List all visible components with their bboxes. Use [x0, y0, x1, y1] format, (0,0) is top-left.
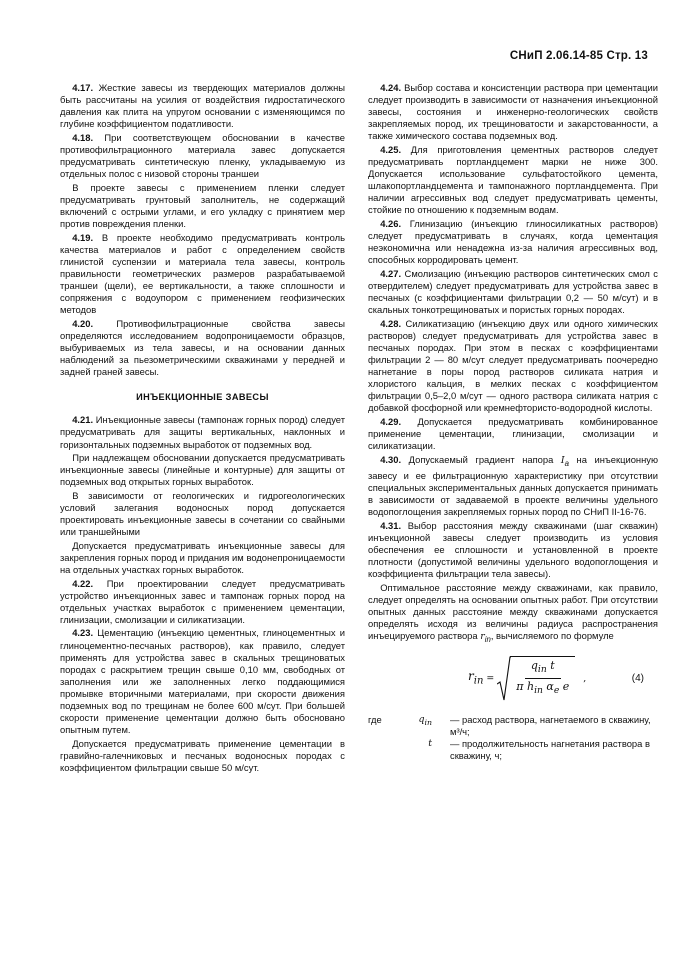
section-heading: ИНЪЕКЦИОННЫЕ ЗАВЕСЫ: [136, 392, 269, 403]
clause-number: 4.29.: [380, 416, 402, 428]
clause-number: 4.21.: [72, 414, 94, 426]
left-column: [60, 82, 345, 776]
gradient-symbol: I: [560, 454, 565, 466]
clause-number: 4.17.: [72, 82, 94, 93]
paragraph-4-21-d: Допускается предусматривать инъекционные завесы для закрепления горных пород и придания им водонепроницаемости на отдельных участках горных выработок.: [60, 539, 345, 575]
clause-number: 4.20.: [72, 317, 94, 329]
clause-number: 4.19.: [72, 231, 94, 243]
clause-number: 4.27.: [380, 267, 402, 279]
paragraph-4-28: [368, 318, 658, 415]
legend-symbol: t: [428, 737, 432, 749]
legend-description: — продолжительность нагнетания раствора в скважину, ч;: [450, 737, 650, 761]
clause-text: В проекте необходимо предусматривать контроль качества материалов и работ с определением свойств глинистой суспензии и материала тела завесы, контроль правильности геометрических размеров разрабатываемой траншеи (щели), ее вертикальности, а также сплошности и сопряжения с водоупором с применением геофизических методов: [60, 231, 345, 316]
paragraph-4-24: [368, 82, 658, 142]
paragraph-4-30: 4.30. Допускаемый градиент напора $I_a$ на инъекционную завесу и ее фильтрационную характеристику при отсутствии специальных экспериментальных данных допускается принимать в зависимости от задаваемой в проекте величины удельного водопоглощения закрепляемых горных пород по СНиП II-16-76.: [368, 453, 658, 518]
equals-sign: =: [486, 672, 495, 684]
symbol-legend: [368, 714, 658, 762]
radical-sign-icon: [497, 656, 511, 702]
paragraph-4-21-c: В зависимости от геологических и гидрогеологических условий залегания водоносных пород допускается проектировать инъекционные завесы в сочетании со свайными или траншейными: [60, 489, 345, 538]
clause-text: Силикатизацию (инъекцию двух или одного химических растворов) следует предусматривать для устройства завес в песчаных породах. При этом в песках с коэффициентами фильтрации 2 — 80 м/сут следует предусматривать поочередно нагнетание в поры пород растворов силиката натрия и хлористого кальция, в мелких песках с коэффициентом фильтрации 0,5–2,0 м/сут — одного раствора силиката натрия с добавкой фосфорной или кремнефтористо-водородной кислоты.: [368, 317, 658, 414]
clause-number: 4.26.: [380, 218, 402, 230]
paragraph-4-23: [60, 627, 345, 736]
square-root: [497, 656, 575, 702]
paragraph-4-21: [60, 414, 345, 450]
paragraph-4-27: [368, 268, 658, 316]
clause-text: Выбор расстояния между скважинами (шаг скважин) инъекционной завесы следует производить из условия обеспечения ее сплошности и установленной в проекте плотности (допустимой величины удельного водопоглощения и коэффициента фильтрации тела завесы).: [368, 519, 658, 580]
paragraph-4-26: [368, 218, 658, 266]
clause-text: Глинизацию (инъекцию глиносиликатных растворов) следует предусматривать в случаях, когда цементация неэкономична или ненадежна из-за наличия агрессивных вод, способных корродировать цемент.: [368, 218, 658, 266]
paragraph-4-22: [60, 578, 345, 626]
clause-text: Цементацию (инъекцию цементных, глиноцементных и глиноцементно-песчаных растворов), как правило, следует применять для устройства завес в скальных трещиноватых породах с раскрытием трещин свыше 0,10 мм, свободных от заполнения или же заполненных легко поддающимися промывке вторичными материалами, при скорости движения подземных вод по трещинам не более 600 м/сут. При большей скорости применение цементации должно быть обосновано опытным путем.: [60, 627, 346, 736]
legend-symbol: $q_{in}$: [418, 713, 432, 727]
paragraph-4-31-b: Оптимальное расстояние между скважинами, как правило, следует определять на основании опытных работ. При отсутствии опытных данных расстояние между скважинами допускается определять исходя из величины радиуса распространения инъецируемого раствора $r_{in}$, вычисляемого по формуле: [368, 581, 658, 644]
paragraph-4-17: [60, 82, 345, 130]
clause-number: 4.18.: [72, 131, 94, 143]
equation-number: (4): [631, 672, 644, 684]
clause-number: 4.22.: [72, 577, 94, 589]
paragraph-4-31: [368, 520, 658, 580]
clause-text: При соответствующем обосновании в качестве противофильтрационного материала завес допускается предусматривать синтетическую пленку, укладываемую из отдельных полос с низовой стороны траншеи: [60, 131, 345, 180]
paragraph-4-18: [60, 132, 345, 180]
paragraph-4-18-cont: В проекте завесы с применением пленки следует предусматривать грунтовый заполнитель, не содержащий включений с острыми углами, и его укладку с принятием мер против повреждения пленки.: [60, 181, 345, 230]
paragraph-4-25: [368, 144, 658, 217]
fraction-denominator: π $h_{in}$ $\alpha_e$ e: [516, 680, 570, 697]
clause-text: Жесткие завесы из твердеющих материалов должны быть рассчитаны на усилия от воздействия гидростатического давления как плита на упругом основании с изменяющимся по глубине коэффициентом податливости.: [60, 82, 345, 130]
radius-symbol: r: [480, 631, 485, 642]
clause-text: При проектировании следует предусматривать устройство инъекционных завес и тампонаж горных пород на отдельных участках выработок с применением цементации, глинизации, смолизации и силикатизации.: [60, 577, 346, 625]
clause-number: 4.24.: [380, 82, 402, 93]
paragraph-4-23-b: Допускается предусматривать применение цементации в гравийно-галечниковых и песчаных водоносных породах с коэффициентом фильтрации свыше 50 м/сут.: [60, 737, 345, 773]
legend-description: — расход раствора, нагнетаемого в скважину, м³/ч;: [450, 713, 651, 737]
formula-lhs: $r_{in}$: [468, 669, 484, 687]
paragraph-4-21-b: При надлежащем обосновании допускается предусматривать инъекционные завесы (линейные и контурные) для защиты от подземных вод открытых горных выработок.: [60, 452, 345, 488]
clause-number: 4.25.: [380, 143, 402, 155]
clause-text: Для приготовления цементных растворов следует предусматривать портландцемент марки не ниже 300. Допускается использование сульфатостойкого цемента, шлакопортландцемента и тампонажного портландцемента. При наличии агрессивных вод следует предусматривать цементы, стойкие по отношению к подземным водам.: [368, 143, 659, 216]
paragraph-4-20: [60, 318, 345, 378]
clause-text: Выбор состава и консистенции раствора при цементации следует производить в зависимости от назначения инъекционной завесы, состояния и инженерно-геологических свойств закрепляемых пород, их трещиноватости и закарстованности, а также химического состава подземных вод.: [368, 82, 658, 142]
clause-text: Противофильтрационные свойства завесы определяются исследованием водопроницаемости образцов, выбуриваемых из тела завесы, и на основании данных наблюдений за пьезометрическими скважинами у передней и задней граней завесы.: [60, 317, 346, 378]
paragraph-4-29: [368, 416, 658, 452]
formula-4: [368, 652, 658, 706]
formula-fraction: [510, 656, 575, 702]
clause-text: Инъекционные завесы (тампонаж горных пород) следует предусматривать для защиты вертикальных, наклонных и горизонтальных подземных выработок от подземных вод.: [60, 414, 346, 450]
clause-number: 4.30.: [380, 453, 402, 465]
clause-number: 4.23.: [72, 627, 94, 639]
clause-number: 4.31.: [380, 519, 402, 531]
paragraph-4-19: [60, 232, 345, 317]
clause-number: 4.28.: [380, 317, 402, 329]
clause-text: Смолизацию (инъекцию растворов синтетических смол с отвердителем) следует предусматривать для устройства завес в песчаных (с коэффициентами фильтрации 0,2 — 50 м/сут) и в скальных тонкотрещиноватых и пористых горных породах.: [368, 267, 658, 316]
where-label: где: [368, 713, 382, 725]
fraction-numerator: $q_{in}$ t: [525, 660, 561, 679]
formula-expression: [368, 656, 586, 702]
right-column: [368, 82, 658, 762]
formula-comma: ,: [583, 672, 587, 684]
running-header: СНиП 2.06.14-85 Стр. 13: [509, 50, 648, 62]
clause-text: Допускается предусматривать комбинированное применение цементации, глинизации, смолизации и силикатизации.: [368, 416, 658, 452]
